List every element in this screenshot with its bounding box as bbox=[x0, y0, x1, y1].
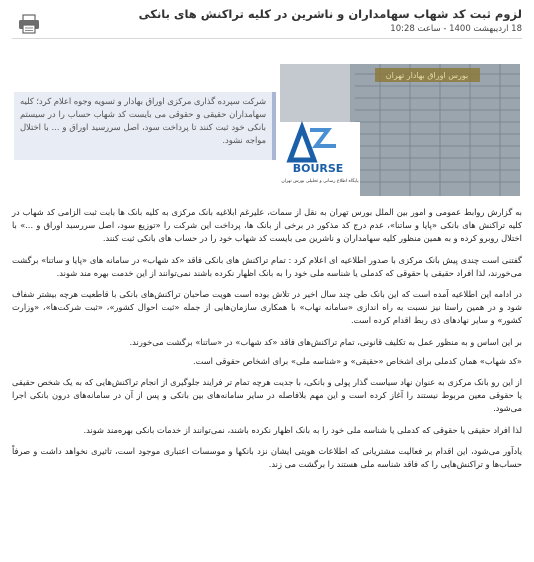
building-sign: بورس اوراق بهادار تهران bbox=[385, 71, 469, 80]
paragraph: یادآور می‌شود، این اقدام بر فعالیت مشتریانی که اطلاعات هویتی ایشان نزد بانکها و موسسات اعتباری موجود است، تاثیری نخواهد داشت و صرفاً حساب‌ها و تراکنش‌هایی را که فاقد شناسه ملی هستند را برگشت می زند. bbox=[12, 445, 522, 470]
paragraph: به گزارش روابط عمومی و امور بین الملل بورس تهران به نقل از سمات، علیرغم ابلاغیه بانک مرکزی به کلیه بانک ها بابت ثبت الزامی کد شهاب در کلیه تراکنش های بانکی «پایا و ساتنا»، عدم درج کد مذکور در برخی از بانک ها، پرداخت این شرکت را «توزیع سود، اصل سررسید اوراق و ...» با اختلال روبرو کرده و به همین منظور کلیه سهامداران و ناشرین می بایست کد شهاب خود را در حساب های بانکی ثبت کنند. bbox=[12, 207, 522, 244]
article-date: 18 اردیبهشت 1400 - ساعت 10:28 bbox=[390, 24, 522, 34]
article-body bbox=[12, 206, 522, 479]
paragraph: «کد شهاب» همان کدملی برای اشخاص «حقیقی» و «شناسه ملی» برای اشخاص حقوقی است. bbox=[192, 355, 522, 366]
article-lead: شرکت سپرده گذاری مرکزی اوراق بهادار و تسویه وجوه اعلام کرد؛ کلیه سهامداران حقیقی و حقوقی می بایست کد شهاب حساب را در سیستم بانکی خود ثبت کنند تا پرداخت سود، اصل سررسید اوراق و ... با اختلال مواجه نشود. bbox=[14, 92, 276, 160]
paragraph: از این رو بانک مرکزی به عنوان نهاد سیاست گذار پولی و بانکی، با جدیت هرچه تمام تر فرایند جلوگیری از انجام تراکنش‌هایی که به یک شخص حقیقی یا حقوقی معین مربوط نیستند را آغاز کرده است و این مهم بلافاصله در سایر سامانه‌های بین بانکی و پس از آن در سامانه‌های درون بانکی اجرا می‌شود. bbox=[12, 377, 522, 414]
paragraph: بر این اساس و به منظور عمل به تکلیف قانونی، تمام تراکنش‌های فاقد «کد شهاب» در «ساتنا» برگشت می‌خورند. bbox=[129, 336, 522, 347]
paragraph: در ادامه این اطلاعیه آمده است که این بانک طی چند سال اخیر در تلاش بوده است هویت صاحبان تراکنش‌های بانکی با قاطعیت هرچه بیشتر شفاف شود و در همین راستا نیز نسبت به راه اندازی «سامانه نهاب» با همکاری سازمان‌هایی از جمله «ثبت احوال کشور»، «ثبت شرکت‌ها»، «وزارت کشور» و سایر نهادهای ذی ربط اقدام کرده است. bbox=[12, 289, 522, 326]
logo-caption: پایگاه اطلاع رسانی و تحلیلی بورس تهران bbox=[281, 179, 359, 184]
paragraph: لذا افراد حقیقی یا حقوقی که کدملی یا شناسه ملی خود را به بانک اظهار نکرده باشند، نمی‌توانند از خدمات بانکی بهره‌مند شوند. bbox=[83, 424, 522, 435]
article-image bbox=[280, 64, 520, 196]
building-photo bbox=[280, 64, 520, 196]
printer-icon[interactable] bbox=[18, 14, 40, 34]
logo-text: BOURSE bbox=[292, 162, 344, 175]
paragraph: گفتنی است چندی پیش بانک مرکزی با صدور اطلاعیه ای اعلام کرد : تمام تراکنش های بانکی فاقد «کد شهاب» در سامانه های «پایا و ساتنا» برگشت می‌خورند، لذا افراد حقیقی یا حقوقی که کدملی یا شناسه ملی خود را به بانک اظهار نکرده باشند نمی‌توانند از این خدمت بهره مند شوند. bbox=[12, 254, 522, 278]
divider bbox=[12, 38, 522, 39]
article-title: لزوم ثبت کد شهاب سهامداران و ناشرین در کلیه تراکنش های بانکی bbox=[138, 7, 522, 21]
